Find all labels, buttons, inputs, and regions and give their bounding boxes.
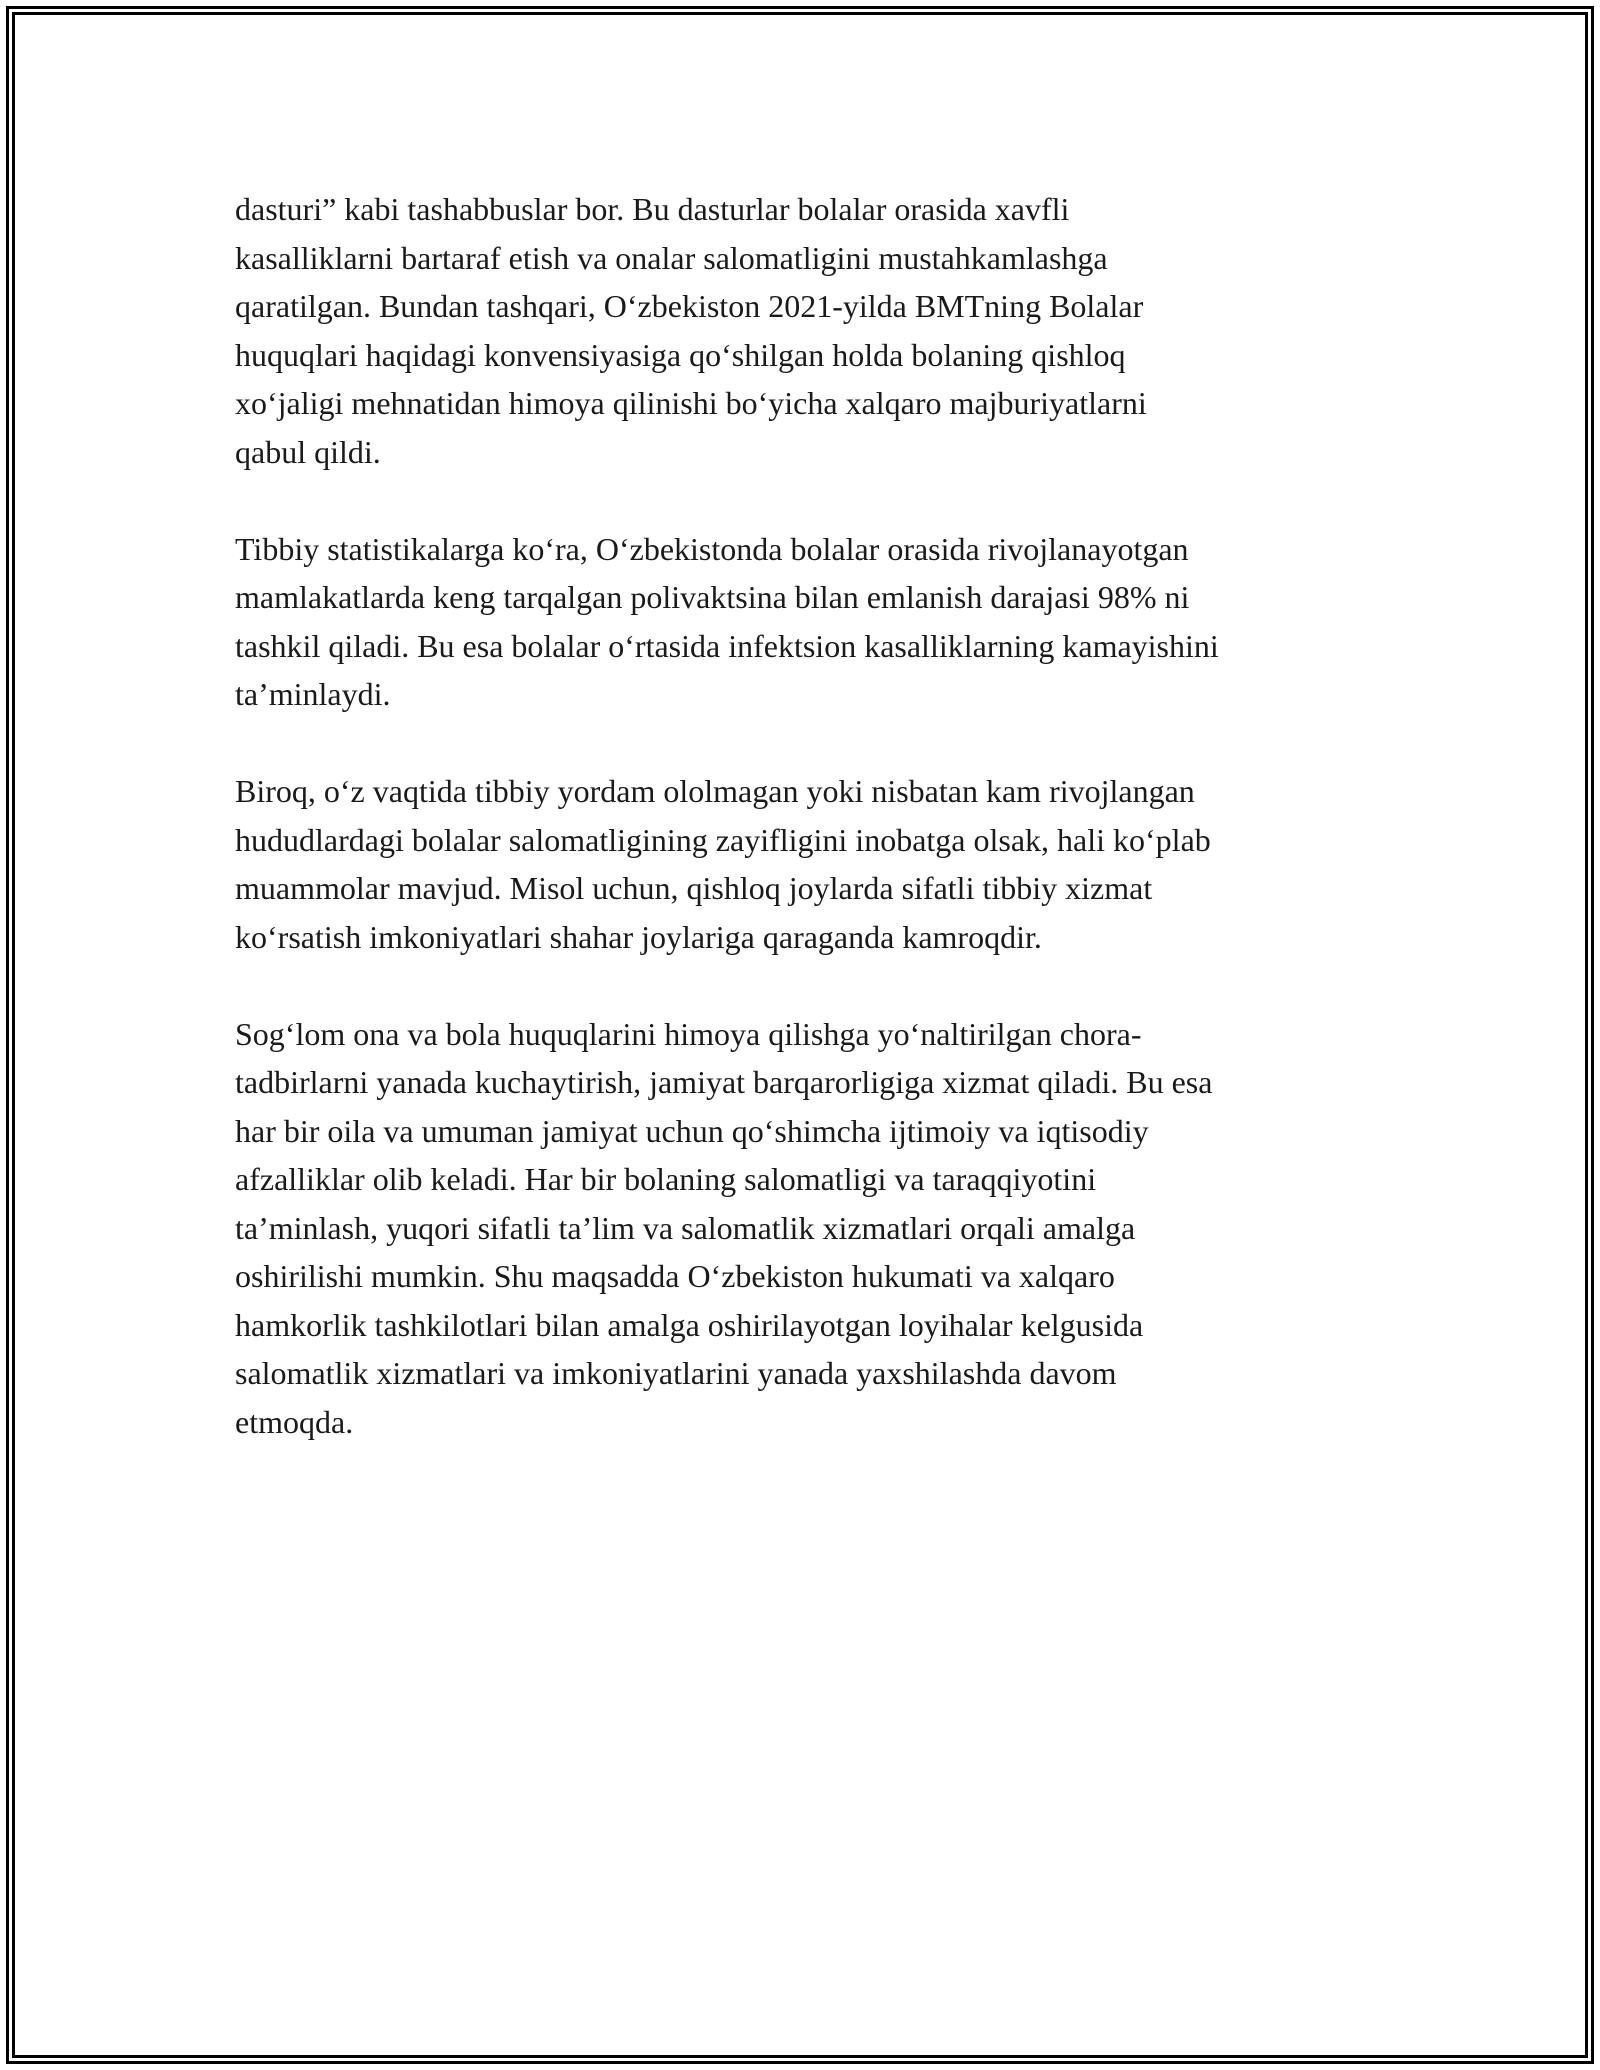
text-line: ta’minlash, yuqori sifatli ta’lim va salomatlik xizmatlari orqali amalga (235, 1209, 1136, 1246)
text-line: qaratilgan. Bundan tashqari, O‘zbekiston 2021-yilda BMTning Bolalar (235, 288, 1144, 324)
paragraph-1 (235, 185, 1385, 476)
text-line: Sog‘lom ona va bola huquqlarini himoya qilishga yo‘naltirilgan chora- (235, 1015, 1142, 1052)
text-line: kasalliklarni bartaraf etish va onalar salomatligini mustahkamlashga (235, 239, 1108, 276)
text-line: oshirilishi mumkin. Shu maqsadda O‘zbekiston hukumati va xalqaro (235, 1258, 1115, 1294)
text-line: salomatlik xizmatlari va imkoniyatlarini yanada yaxshilashda davom (235, 1355, 1117, 1391)
text-line: qabul qildi. (235, 433, 381, 470)
text-line: Tibbiy statistikalarga ko‘ra, O‘zbekistonda bolalar orasida rivojlanayotgan (235, 530, 1189, 567)
text-line: ko‘rsatish imkoniyatlari shahar joylariga qaraganda kamroqdir. (235, 918, 1042, 955)
paragraph-4 (235, 1010, 1385, 1447)
text-line: xo‘jaligi mehnatidan himoya qilinishi bo‘yicha xalqaro majburiyatlarni (235, 385, 1147, 421)
paragraph-2 (235, 525, 1385, 719)
text-line: ta’minlaydi. (235, 676, 391, 712)
document-body (235, 185, 1385, 1495)
text-line: tadbirlarni yanada kuchaytirish, jamiyat barqarorligiga xizmat qiladi. Bu esa (235, 1064, 1213, 1100)
text-line: etmoqda. (235, 1403, 354, 1440)
text-line: muammolar mavjud. Misol uchun, qishloq joylarda sifatli tibbiy xizmat (235, 870, 1153, 906)
text-line: huquqlari haqidagi konvensiyasiga qo‘shilgan holda bolaning qishloq (235, 336, 1126, 373)
text-line: hamkorlik tashkilotlari bilan amalga oshirilayotgan loyihalar kelgusida (235, 1306, 1144, 1343)
text-line: mamlakatlarda keng tarqalgan polivaktsina bilan emlanish darajasi 98% ni (235, 579, 1190, 615)
paragraph-3 (235, 767, 1385, 961)
text-line: afzalliklar olib keladi. Har bir bolaning salomatligi va taraqqiyotini (235, 1161, 1097, 1197)
text-line: Biroq, o‘z vaqtida tibbiy yordam ololmagan yoki nisbatan kam rivojlangan (235, 773, 1195, 809)
text-line: tashkil qiladi. Bu esa bolalar o‘rtasida infektsion kasalliklarning kamayishini (235, 627, 1219, 664)
text-line: hududlardagi bolalar salomatligining zayifligini inobatga olsak, hali ko‘plab (235, 821, 1211, 858)
text-line: dasturi” kabi tashabbuslar bor. Bu dasturlar bolalar orasida xavfli (235, 191, 1070, 227)
text-line: har bir oila va umuman jamiyat uchun qo‘shimcha ijtimoiy va iqtisodiy (235, 1112, 1149, 1149)
